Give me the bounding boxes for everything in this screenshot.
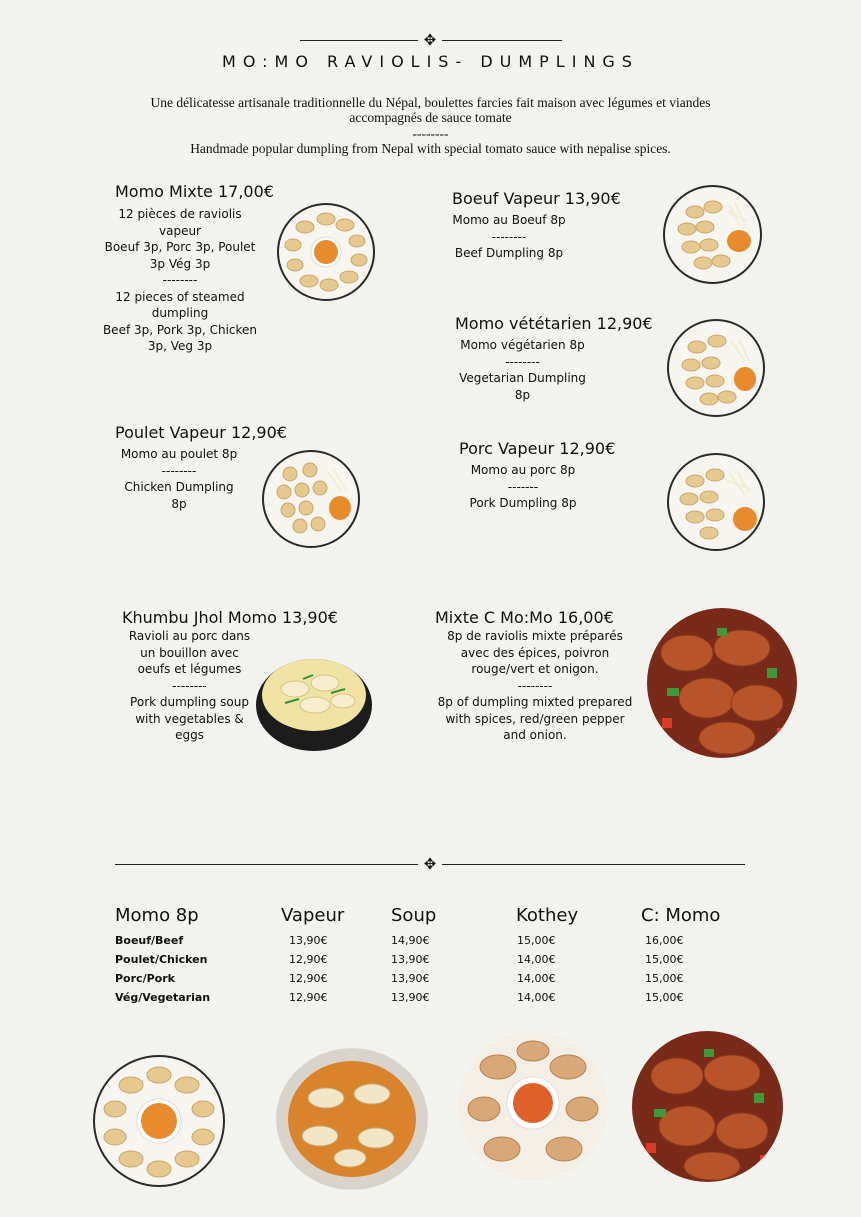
- desc-separator: --------: [412, 126, 449, 141]
- item-desc-line: 8p of dumpling mixted prepared: [437, 695, 633, 709]
- item-desc-line: vapeur: [159, 223, 201, 238]
- table-cell: 12,90€: [289, 972, 328, 985]
- item-desc-line: Momo au porc 8p: [470, 463, 576, 477]
- item-title-khumbu: Khumbu Jhol Momo 13,90€: [122, 608, 338, 627]
- table-cell: 13,90€: [391, 991, 430, 1004]
- table-header: Momo 8p: [115, 905, 199, 926]
- item-desc-line: Momo au poulet 8p: [120, 447, 238, 461]
- item-desc-line: 3p Vég 3p: [149, 256, 211, 271]
- item-desc-line: 12 pièces de raviolis: [118, 207, 242, 221]
- table-cell: 15,00€: [645, 991, 684, 1004]
- item-desc-boeuf: [445, 212, 573, 262]
- item-desc-line: 3p, Veg 3p: [147, 339, 213, 353]
- soup-bowl-icon: [276, 1048, 428, 1190]
- table-header: C: Momo: [641, 905, 721, 926]
- table-cell: 13,90€: [289, 934, 328, 947]
- table-header: Kothey: [516, 905, 579, 926]
- item-desc-mixte: [100, 206, 260, 355]
- table-rule-right: [442, 864, 745, 865]
- header-rule-right: [442, 40, 562, 41]
- item-desc-line: 8p: [514, 387, 531, 402]
- item-desc-khumbu: [118, 628, 261, 744]
- table-cell: 12,90€: [289, 991, 328, 1004]
- item-title-cmomo: Mixte C Mo:Mo 16,00€: [435, 608, 614, 627]
- veg-plate-icon: [667, 319, 765, 417]
- item-desc-line: with spices, red/green pepper: [445, 711, 625, 726]
- item-desc-porc: [458, 462, 588, 512]
- item-desc-line: Beef 3p, Pork 3p, Chicken: [102, 322, 258, 337]
- item-desc-line: and onion.: [503, 728, 567, 742]
- table-cell: 12,90€: [289, 953, 328, 966]
- item-desc-line: --------: [517, 678, 553, 693]
- item-desc-line: Chicken Dumpling: [124, 480, 234, 494]
- table-row-label: Vég/Vegetarian: [115, 991, 211, 1004]
- item-desc-line: Vegetarian Dumpling: [459, 371, 586, 385]
- item-title-mixte: Momo Mixte 17,00€: [115, 182, 274, 201]
- desc-fr-2: accompagnés de sauce tomate: [349, 110, 512, 125]
- item-title-boeuf: Boeuf Vapeur 13,90€: [452, 189, 621, 208]
- item-desc-line: 8p de raviolis mixte préparés: [447, 629, 623, 643]
- item-desc-line: Pork dumpling soup: [130, 695, 249, 709]
- cmomo-photo-icon: [647, 608, 797, 758]
- item-desc-line: --------: [161, 463, 197, 478]
- page-title: MO:MO RAVIOLIS- DUMPLINGS: [222, 52, 639, 71]
- table-header: Soup: [391, 905, 437, 926]
- item-desc-line: eggs: [175, 728, 204, 742]
- item-desc-line: --------: [505, 354, 540, 369]
- khumbu-bowl-icon: [255, 653, 374, 753]
- boeuf-plate-icon: [663, 185, 762, 284]
- kothey-plate-icon: [458, 1031, 608, 1181]
- desc-en: Handmade popular dumpling from Nepal with special tomato sauce with nepalise spices.: [190, 141, 671, 156]
- item-desc-line: avec des épices, poivron: [460, 645, 610, 660]
- item-desc-poulet: [112, 446, 246, 512]
- ornament-icon: ✥: [423, 856, 437, 873]
- table-cell: 13,90€: [391, 972, 430, 985]
- table-header: Vapeur: [281, 905, 345, 926]
- table-row-label: Poulet/Chicken: [115, 953, 208, 966]
- item-desc-line: Momo au Boeuf 8p: [452, 213, 566, 227]
- item-title-poulet: Poulet Vapeur 12,90€: [115, 423, 287, 442]
- item-desc-line: 12 pieces of steamed: [115, 289, 245, 304]
- header-rule-left: [300, 40, 418, 41]
- ornament-icon: ✥: [423, 32, 437, 49]
- table-cell: 14,00€: [517, 972, 556, 985]
- item-desc-veg: [450, 337, 595, 403]
- item-desc-line: 8p: [171, 496, 187, 511]
- table-cell: 15,00€: [645, 953, 684, 966]
- item-title-veg: Momo vététarien 12,90€: [455, 314, 653, 333]
- item-desc-line: un bouillon avec: [140, 645, 239, 660]
- item-desc-line: Momo végétarien 8p: [460, 338, 585, 352]
- table-row-label: Porc/Pork: [115, 972, 175, 985]
- momo-mixte-plate-icon: [277, 203, 375, 301]
- item-desc-line: --------: [491, 229, 527, 244]
- table-cell: 15,00€: [645, 972, 684, 985]
- item-desc-line: Boeuf 3p, Porc 3p, Poulet: [104, 240, 256, 254]
- vapeur-plate-icon: [93, 1055, 225, 1187]
- desc-fr-1: Une délicatesse artisanale traditionnelle du Népal, boulettes farcies fait maison avec légumes et viandes: [150, 95, 711, 110]
- table-cell: 14,00€: [517, 991, 556, 1004]
- item-desc-line: oeufs et légumes: [137, 662, 242, 676]
- item-desc-line: rouge/vert et onigon.: [471, 662, 599, 676]
- item-desc-line: with vegetables &: [135, 711, 244, 726]
- item-desc-line: --------: [172, 678, 207, 693]
- item-desc-line: dumpling: [151, 306, 209, 320]
- item-desc-line: --------: [162, 273, 198, 287]
- cmomo-bottom-photo-icon: [632, 1031, 783, 1182]
- table-cell: 14,00€: [517, 953, 556, 966]
- table-cell: 16,00€: [645, 934, 684, 947]
- table-rule-left: [115, 864, 418, 865]
- item-desc-line: -------: [507, 479, 539, 494]
- item-desc-line: Beef Dumpling 8p: [454, 246, 564, 260]
- item-desc-cmomo: [435, 628, 635, 744]
- item-title-porc: Porc Vapeur 12,90€: [459, 439, 616, 458]
- table-cell: 14,90€: [391, 934, 430, 947]
- table-cell: 15,00€: [517, 934, 556, 947]
- item-desc-line: Pork Dumpling 8p: [469, 496, 577, 510]
- poulet-plate-icon: [262, 450, 360, 548]
- porc-plate-icon: [667, 453, 765, 551]
- table-row-label: Boeuf/Beef: [115, 934, 184, 947]
- table-cell: 13,90€: [391, 953, 430, 966]
- item-desc-line: Ravioli au porc dans: [128, 629, 251, 643]
